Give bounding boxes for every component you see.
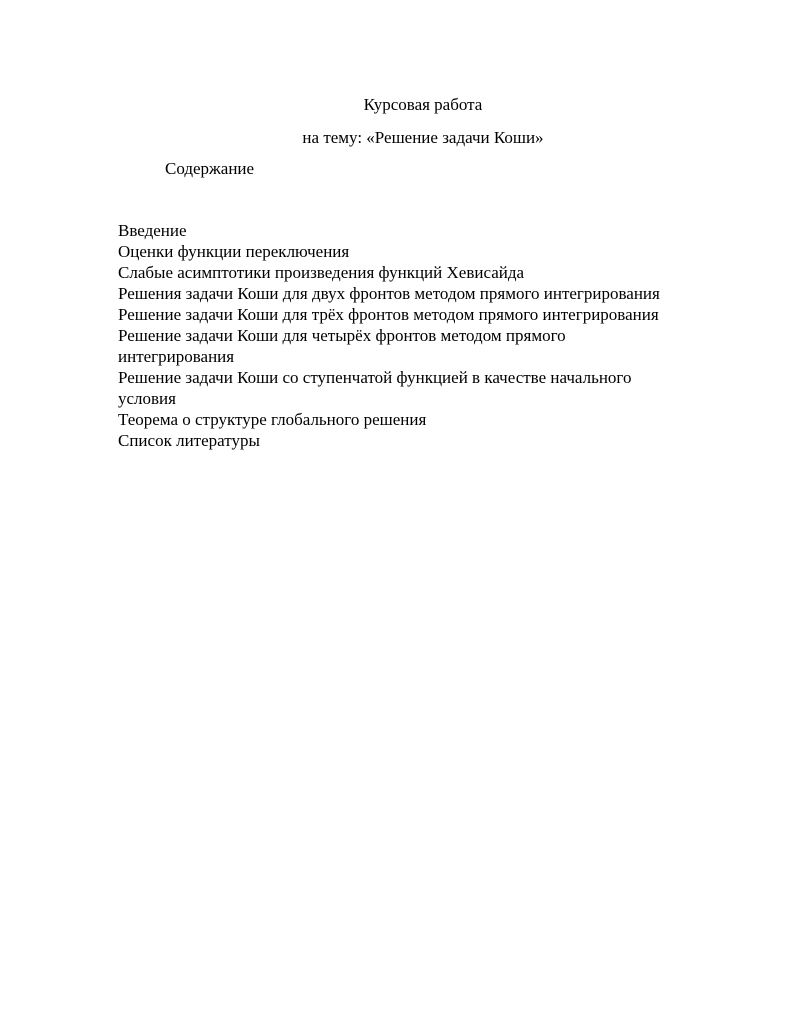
toc-item-switching-function-estimates: Оценки функции переключения: [118, 242, 350, 261]
document-title: Курсовая работа: [363, 95, 483, 114]
table-of-contents: [118, 220, 683, 451]
toc-heading: Содержание: [165, 159, 255, 178]
toc-item-global-solution-theorem: Теорема о структуре глобального решения: [118, 410, 427, 429]
toc-item-references: Список литературы: [118, 431, 260, 450]
toc-item-two-fronts: Решения задачи Коши для двух фронтов методом прямого интегрирования: [118, 284, 660, 303]
toc-item-four-fronts: Решение задачи Коши для четырёх фронтов методом прямого интегрирования: [118, 326, 566, 366]
toc-item-step-function: Решение задачи Коши со ступенчатой функцией в качестве начального условия: [118, 368, 632, 408]
toc-item-introduction: Введение: [118, 221, 187, 240]
document-subtitle: на тему: «Решение задачи Коши»: [302, 128, 544, 147]
toc-item-three-fronts: Решение задачи Коши для трёх фронтов методом прямого интегрирования: [118, 305, 659, 324]
toc-item-weak-asymptotics: Слабые асимптотики произведения функций Хевисайда: [118, 263, 525, 282]
